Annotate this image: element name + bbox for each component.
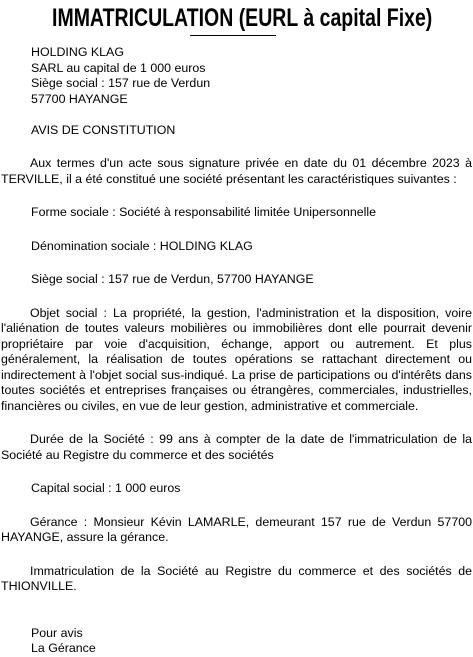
- siege-social: Siège social : 157 rue de Verdun, 57700 HAYANGE: [31, 272, 314, 286]
- immatriculation-paragraph: Immatriculation de la Société au Registre du commerce et des sociétés de THIONVILLE.: [1, 563, 472, 593]
- company-postcode-city: 57700 HAYANGE: [31, 91, 128, 106]
- document-title: IMMATRICULATION (EURL à capital Fixe): [52, 4, 433, 32]
- title-underline: [190, 35, 276, 36]
- signature-pour-avis: Pour avis: [31, 625, 83, 640]
- notice-heading: AVIS DE CONSTITUTION: [31, 122, 176, 137]
- duree-paragraph: Durée de la Société : 99 ans à compter de la date de l'immatriculation de la Société au Registre du commerce et des sociétés: [1, 432, 472, 462]
- company-name: HOLDING KLAG: [31, 45, 124, 59]
- objet-social-paragraph: Objet social : La propriété, la gestion, l'administration et la disposition, voire l'aliénation de toutes valeurs mobilières ou immobilières dont elle pourrait devenir propriétaire par voie d'acquisition, échange, apport ou autrement. Et plus généralement, la réalisation de toutes opérations se rattachant directement ou indirectement à l'objet social sus-indiqué. La prise de participations ou d'intérêts dans toutes sociétés et entreprises françaises ou étrangères, commerciales, industrielles, financières ou civiles, en vue de leur gestion, administrative et commerciale.: [1, 305, 472, 413]
- company-header-block: [1, 45, 472, 107]
- signature-gerance: La Gérance: [31, 641, 96, 655]
- company-capital: SARL au capital de 1 000 euros: [31, 60, 206, 75]
- gerance-paragraph: Gérance : Monsieur Kévin LAMARLE, demeurant 157 rue de Verdun 57700 HAYANGE, assure la gérance.: [1, 514, 472, 544]
- signature-block: [1, 626, 472, 657]
- capital-social: Capital social : 1 000 euros: [31, 481, 181, 495]
- forme-sociale: Forme sociale : Société à responsabilité limitée Unipersonnelle: [31, 205, 377, 219]
- company-address: Siège social : 157 rue de Verdun: [31, 76, 211, 90]
- intro-paragraph: Aux termes d'un acte sous signature privée en date du 01 décembre 2023 à TERVILLE, il a été constitué une société présentant les caractéristiques suivantes :: [1, 156, 472, 186]
- denomination-sociale: Dénomination sociale : HOLDING KLAG: [31, 238, 253, 253]
- legal-notice-body: [1, 45, 472, 657]
